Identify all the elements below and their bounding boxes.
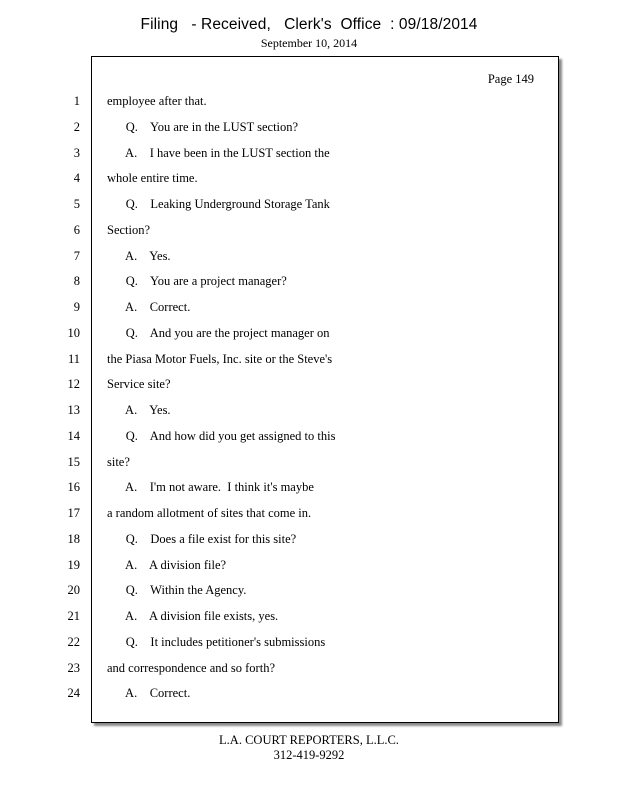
transcript-line: Q. Within the Agency. [107,583,247,597]
line-number: 11 [67,352,80,366]
transcript-line: Q. You are a project manager? [107,274,287,288]
transcript-line: A. I have been in the LUST section the [107,146,330,160]
filing-stamp: Filing - Received, Clerk's Office : 09/18/2014 [140,16,478,33]
line-number: 6 [73,223,80,237]
transcript-line: A. I'm not aware. I think it's maybe [107,480,314,494]
line-number: 14 [67,429,80,443]
transcript-line: A. A division file exists, yes. [107,609,279,623]
line-number: 12 [67,377,80,391]
line-number: 3 [73,146,80,160]
transcript-line: A. A division file? [107,558,227,572]
line-number: 4 [73,171,80,185]
transcript-line: employee after that. [107,94,207,108]
transcript-line: Q. You are in the LUST section? [107,120,299,134]
transcript-line: a random allotment of sites that come in. [107,506,312,520]
line-number: 21 [67,609,80,623]
transcript-date: September 10, 2014 [260,36,358,50]
transcript-line: the Piasa Motor Fuels, Inc. site or the Steve's [107,352,333,366]
transcript-line: Q. It includes petitioner's submissions [107,635,326,649]
transcript-line: A. Correct. [107,300,191,314]
footer-company: L.A. COURT REPORTERS, L.L.C. [219,733,399,747]
transcript-line: site? [107,455,130,469]
line-number: 22 [67,635,80,649]
line-number: 17 [67,506,80,520]
line-number: 16 [67,480,80,494]
line-number: 13 [67,403,80,417]
transcript-line: A. Correct. [107,686,191,700]
footer-phone: 312-419-9292 [273,748,345,762]
transcript-line: Service site? [107,377,171,391]
transcript-line: A. Yes. [107,249,171,263]
line-number: 1 [73,94,80,108]
transcript-line: whole entire time. [107,171,198,185]
transcript-line: Q. Does a file exist for this site? [107,532,297,546]
line-number: 19 [67,558,80,572]
line-number: 7 [73,249,80,263]
line-number: 5 [73,197,80,211]
line-number: 9 [73,300,80,314]
transcript-line: Section? [107,223,151,237]
page-number: Page 149 [487,72,534,86]
transcript-line: A. Yes. [107,403,171,417]
line-number: 23 [67,661,80,675]
transcript-line: Q. And you are the project manager on [107,326,330,340]
line-number: 15 [67,455,80,469]
line-number: 24 [67,686,80,700]
line-number: 8 [73,274,80,288]
line-number: 18 [67,532,80,546]
transcript-line: Q. And how did you get assigned to this [107,429,336,443]
transcript-line: and correspondence and so forth? [107,661,275,675]
line-number: 2 [73,120,80,134]
line-number: 10 [67,326,80,340]
line-number: 20 [67,583,80,597]
transcript-line: Q. Leaking Underground Storage Tank [107,197,330,211]
